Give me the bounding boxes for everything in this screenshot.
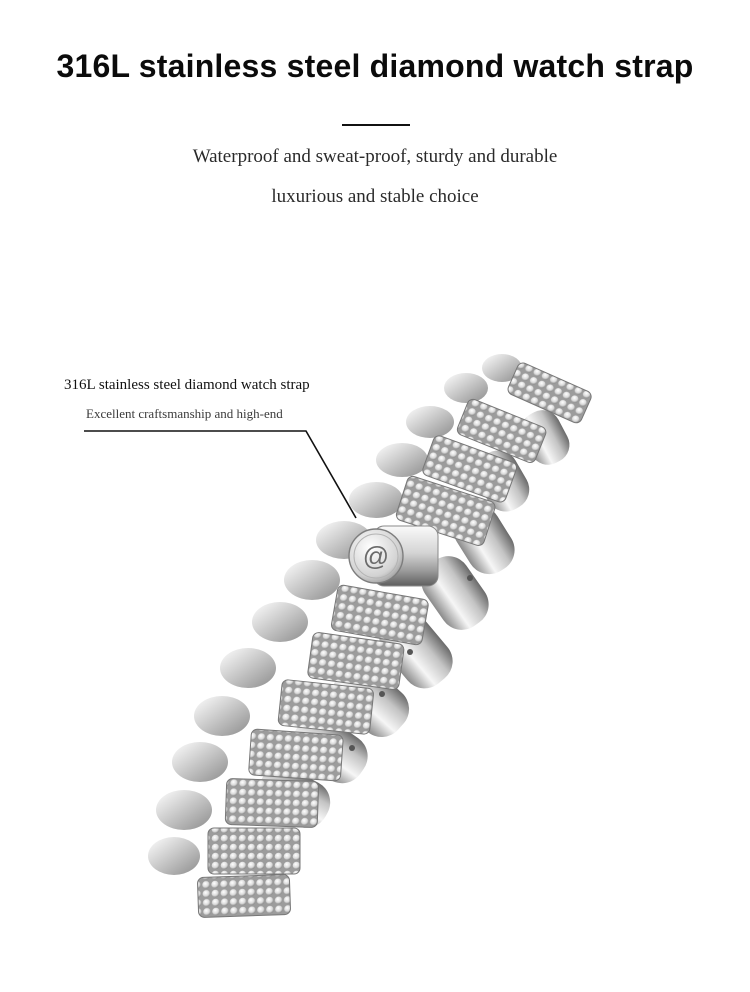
callout-title: 316L stainless steel diamond watch strap	[64, 377, 310, 393]
page-title: 316L stainless steel diamond watch strap	[56, 48, 694, 84]
subtitle-line-2: luxurious and stable choice	[271, 186, 479, 207]
subtitle-line-1: Waterproof and sweat-proof, sturdy and durable	[192, 146, 558, 167]
watch-strap-image	[130, 330, 670, 950]
clasp-logo-icon: @	[362, 541, 390, 571]
clasp	[349, 526, 438, 586]
callout-subtitle: Excellent craftsmanship and high-end	[86, 406, 283, 421]
